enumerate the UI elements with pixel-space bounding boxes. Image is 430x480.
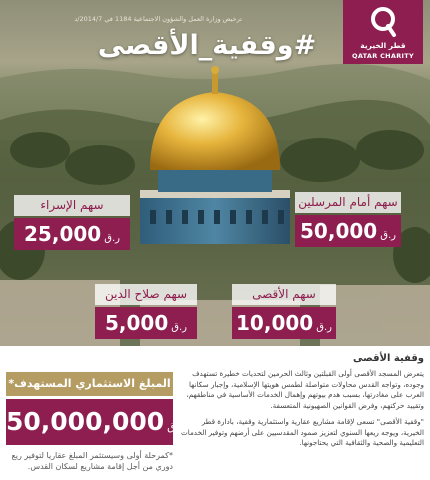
share-currency: ر.ق: [171, 322, 188, 333]
share-name: سهم الأقصى: [232, 284, 336, 305]
share-value: 25,000: [24, 222, 102, 246]
share-value: 50,000: [300, 219, 378, 243]
share-name: سهم أمام المرسلين: [295, 192, 401, 213]
target-value: 50,000,000: [6, 407, 165, 436]
investment-target: [6, 372, 185, 472]
target-footnote: *كمرحلة أولى وسيستثمر المبلغ عقاريا لتوفير ريع دوري من أجل إقامة مشاريع لسكان القدس.: [11, 451, 173, 471]
target-label: المبلغ الاستثماري المستهدف*: [6, 372, 173, 396]
campaign-hashtag: #وقفية_الأقصى: [97, 30, 317, 61]
share-value-box: [295, 215, 401, 247]
logo-name-arabic: قطر الخيرية: [360, 41, 406, 50]
share-currency: ر.ق: [316, 322, 332, 333]
target-currency: ر.ق: [167, 420, 185, 433]
share-name: سهم صلاح الدين: [95, 284, 197, 305]
share-currency: ر.ق: [380, 230, 396, 241]
share-value-box: [95, 307, 197, 339]
share-value: 10,000: [236, 311, 314, 335]
share-value-box: [232, 307, 336, 339]
logo-name-english: QATAR CHARITY: [352, 52, 414, 60]
qatar-charity-logo: [343, 0, 423, 64]
share-currency: ر.ق: [104, 233, 120, 244]
description-title: وقفية الأقصى: [353, 353, 424, 364]
share-value: 5,000: [104, 311, 169, 335]
share-name: سهم الإسراء: [14, 195, 130, 216]
target-value-box: [6, 399, 185, 445]
campaign-description: [180, 352, 424, 449]
permit-text: ترخيص وزارة العمل والشؤون الاجتماعية 1184 في 2014/7/د: [74, 15, 242, 23]
description-paragraph-2: "وقفية الأقصى" تسعى لإقامة مشاريع عقارية واستثمارية وقفية، بادارة قطر الخيرية، ويوجه ريعها السنوي لتعزيز صمود المقدسيين على أرضهم وتوفير الخدمات التعليمية والصحية والثقافية التي يحتاجونها.: [180, 417, 424, 447]
description-paragraph-1: يتعرض المسجد الأقصى أولى القبلتين وثالث الحرمين لتحديات خطيرة تستهدف وجوده، وتواجه القدس محاولات متواصلة لطمس هويتها الإسلامية، وإجبار سكانها العرب على مغادرتها، بسبب هدم بيوتهم وإهمال الخدمات الأساسية في مناطقهم، وتقييد حركتهم، وفرض القوانين الصهيونية المتعسفة.: [186, 369, 424, 410]
qatar-charity-emblem-icon: [369, 6, 397, 38]
share-value-box: [14, 218, 130, 250]
